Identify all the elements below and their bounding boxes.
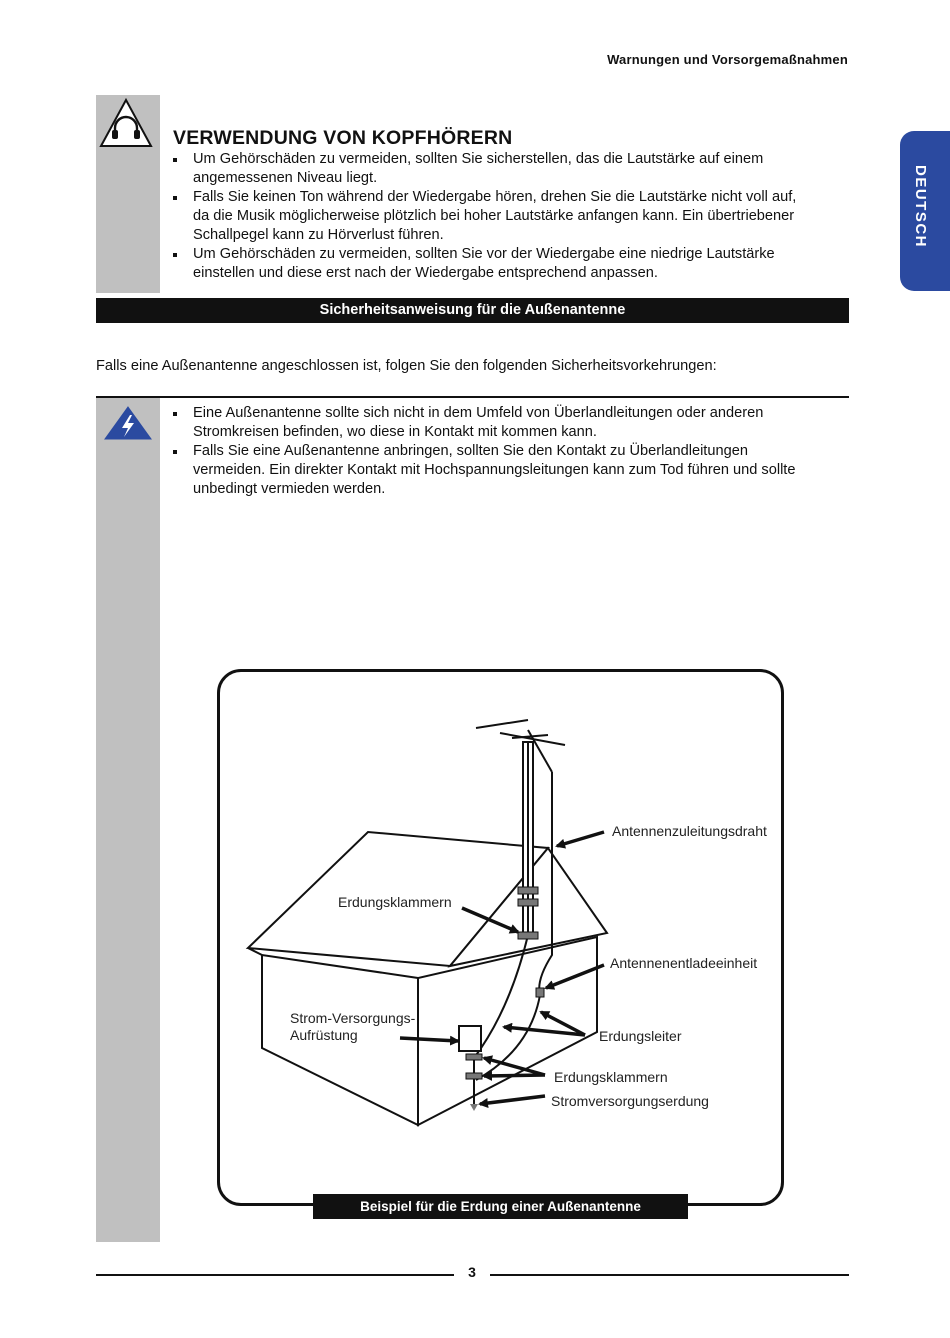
list-item: Falls Sie eine Außenantenne anbringen, sollten Sie den Kontakt zu Überlandleitungen vermeiden. Ein direkter Kontakt mit Hochspannungsleitungen kann zum Tod führen und sollte unbedingt vermieden werden. [173,442,853,499]
antenna-intro-text: Falls eine Außenantenne angeschlossen ist, folgen Sie den folgenden Sicherheitsvorkehrungen: [96,358,717,374]
list-item: Um Gehörschäden zu vermeiden, sollten Sie vor der Wiedergabe eine niedrige Lautstärke einstellen und diese erst nach der Wiedergabe entsprechend anpassen. [173,245,853,283]
list-item: Falls Sie keinen Ton während der Wiedergabe hören, drehen Sie die Lautstärke nicht voll auf, da die Musik möglicherweise plötzlich bei hoher Lautstärke anfangen kann. Ein übertriebener Schallpegel kann zu Hörverlust führen. [173,188,853,245]
label-service-equipment: Strom-Versorgungs- Aufrüstung [290,1010,416,1043]
label-ground-clamps-bottom: Erdungsklammern [554,1069,668,1085]
label-discharge-unit: Antennenentladeeinheit [610,955,758,971]
footer-rule-right [490,1274,849,1276]
running-header: Warnungen und Vorsorgemaßnahmen [607,52,848,67]
headphones-section-title: VERWENDUNG VON KOPFHÖRERN [173,127,513,149]
label-ground-conductors: Erdungsleiter [599,1028,682,1044]
footer-rule-left [96,1274,454,1276]
language-tab-label: DEUTSCH [912,165,929,249]
label-lead-in-wire: Antennenzuleitungsdraht [612,823,767,839]
antenna-section-banner: Sicherheitsanweisung für die Außenantenne [96,298,849,323]
page-number: 3 [468,1264,476,1280]
diagram-caption: Beispiel für die Erdung einer Außenantenne [313,1194,688,1219]
list-item: Um Gehörschäden zu vermeiden, sollten Sie sicherstellen, das die Lautstärke auf einem angemessenen Niveau liegt. [173,150,853,188]
label-ground-clamps-top: Erdungsklammern [338,894,452,910]
list-item: Eine Außenantenne sollte sich nicht in dem Umfeld von Überlandleitungen oder anderen Stromkreisen befinden, wo diese in Kontakt mit kommen kann. [173,404,853,442]
label-power-ground: Stromversorgungserdung [551,1093,709,1109]
